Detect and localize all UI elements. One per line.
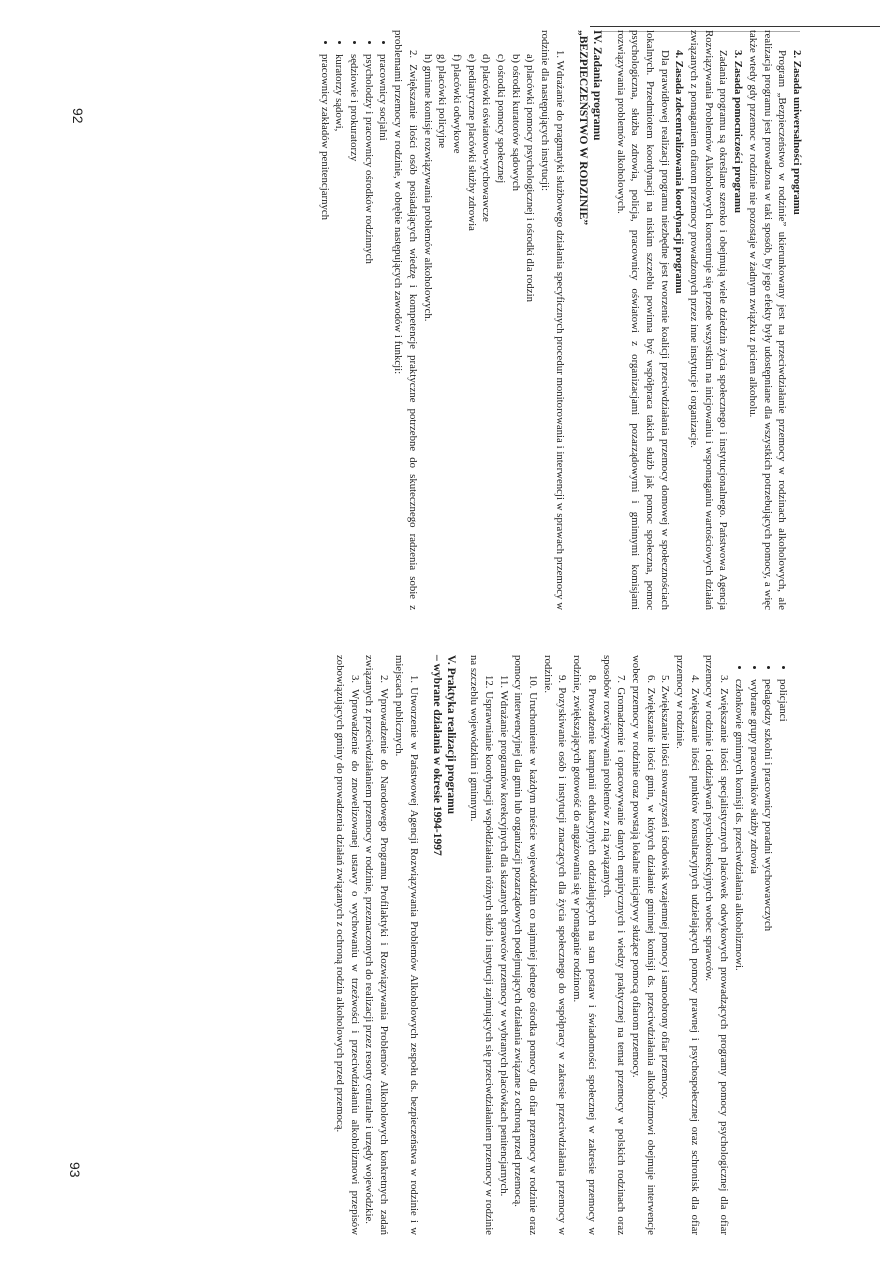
task-paragraph: 8. Prowadzenie kampanii edukacyjnych oddziałujących na stan postaw i świadomości społecznej w zakresie przemocy w rodzinie, zwiększających gotowość do angażowania się w pomaganie rodzinom. [571,655,598,1235]
list-item: c) ośrodki pomocy społecznej [495,54,508,184]
list-item: g) placówki policyjne [436,54,449,149]
task-paragraph: 7. Gromadzenie i opracowywanie danych empirycznych i wiedzy praktycznej na temat przemocy w polskich rodzinach oraz sposobów rozwiązywania problemów z nią związanych. [600,655,628,1235]
chapter-heading-v [430,655,458,1235]
task-paragraph: 3. Zwiększanie ilości specjalistycznych placówek odwykowych prowadzących programy pomocy psychologicznej dla ofiar przemocy w rodzinie i oddziaływań psychokorekcyjnych wobec sprawców. [703,655,731,1235]
page-number-right: 93 [67,1162,83,1178]
task-paragraph: 11. Wdrażanie programów korekcyjnych dla skazanych sprawców przemocy w wybranych placówkach penitencjarnych. [497,675,510,1197]
section-heading-3: 3. Zasada pomocniczości programu [732,50,745,213]
task-1-text: 1. Wdrażanie do pragmatyki służbowego działania specyficznych procedur monitorowania i interwencji w sprawach przemocy w rodzinie dla następujących instytucji: [539,30,566,610]
action-paragraph: 1. Utworzenie w Państwowej Agencji Rozwiązywania Problemów Alkoholowych zespołu ds. bezpieczeństwa w rodzinie i w miejscach publicznych. [392,655,420,1235]
action-paragraph: 2. Wprowadzenie do Narodowego Programu Profilaktyki i Rozwiązywania Problemów Alkoholowych konkretnych zadań związanych z przeciwdziałaniem przemocy w rodzinie, przeznaczonych do realizacji przez resorty centralne i urzędy wojewódzkie. [363,655,391,1235]
task-paragraph: 5. Zwiększanie ilości stowarzyszeń i środowisk wzajemnej pomocy i samoobrony ofiar przemocy. [659,675,672,1100]
professions-list [317,30,391,610]
list-item: h) gminne komisje rozwiązywania problemów alkoholowych. [421,54,434,322]
list-item: • pedagodzy szkolni i pracownicy poradni wychowawczych [761,679,776,1235]
task-paragraph: 6. Zwiększanie ilości gmin, w których działanie gminnej komisji ds. przeciwdziałania alkoholizmowi obejmuje interwencje wobec przemocy w rodzinie oraz powstają lokalne inicjatywy służące pomocą ofiarom przemocy. [629,655,657,1235]
list-item: d) placówki oświatowo-wychowawcze [480,54,493,222]
list-item: e) pediatryczne placówki służby zdrowia [465,54,478,231]
list-item: • policjanci [775,679,790,1235]
list-item: • wybrane grupy pracowników służby zdrowia [746,679,761,1235]
right-page-column [332,655,790,1235]
list-item: • pracownicy zakładów penitencjarnych [317,54,332,610]
header-rule [590,26,880,27]
chapter-subtitle: – wybrane działania w okresie 1994-1997 [430,655,443,856]
task-2-text: 2. Zwiększanie ilości osób posiadających wiedzę i kompetencje praktyczne potrzebne do skutecznego radzenia sobie z problemami przemocy w rodzinie, w obrębie następujących zawodów i funkcji: [392,30,419,610]
section-text-4: Dla prawidłowej realizacji programu niezbędne jest tworzenie koalicji przeciwdziałania przemocy domowej w społecznościach lokalnych. Przedmiotem koordynacji na niskim szczeblu powinna być współpraca takich służb jak pomoc społeczna, pomoc psychologiczna, służba zdrowia, policja, pracownicy oświatowi z organizacjami pozarządowymi i gminnymi komisjami rozwiązywania problemów alkoholowych. [614,30,671,610]
list-item: • kuratorzy sądowi, [332,54,347,610]
section-text-2: Program „Bezpieczeństwo w rodzinie” ukierunkowany jest na przeciwdziałanie przemocy w rodzinach alkoholowych, ale realizacja programu jest prowadzona w taki sposób, by jego efekty były udostępniane dla wszystkich potrzebujących pomocy, a więc także wtedy gdy przemoc w rodzinie nie pozostaje w żadnym związku z piciem alkoholu. [746,30,789,610]
task-paragraph: 9. Pozyskiwanie osób i instytucji znaczących dla życia społecznego do współpracy w zakresie przeciwdziałania przemocy w rodzinie. [541,655,569,1235]
list-item: • pracownicy socjalni [376,54,391,610]
chapter-title: IV. Zadania programu [590,30,603,141]
list-item: • sędziowie i prokuratorzy [346,54,361,610]
professions-list-cont [731,655,790,1235]
list-item: f) placówki odwykowe [450,54,463,154]
page-number-left: 92 [70,108,86,124]
section-heading-4: 4. Zasada zdecentralizowania koordynacji programu [673,50,686,294]
left-page-column [317,30,804,610]
task-paragraph: 10. Uruchomienie w każdym mieście wojewódzkim co najmniej jednego ośrodka pomocy dla ofiar przemocy w rodzinie oraz pomocy interwencyjnej dla gmin lub organizacji pozarządowych podejmujących działania związane z ochroną przed przemocą. [512,655,540,1235]
institutions-list [420,30,538,610]
chapter-title: V. Praktyka realizacji programu [444,655,457,815]
task-paragraph: 4. Zwiększanie ilości punktów konsultacyjnych udzielających pomocy prawnej i psychospołecznej oraz schronisk dla ofiar przemocy w rodzinie. [674,655,701,1235]
action-paragraph: 3. Wprowadzenie do znowelizowanej ustawy o wychowaniu w trzeźwości i przeciwdziałaniu alkoholizmowi przepisów zobowiązujących gminy do prowadzenia działań związanych z ochroną rodzin alkoholowych przed przemocą. [334,655,361,1235]
list-item: a) placówki pomocy psychologicznej i ośrodki dla rodzin [524,54,537,302]
task-paragraph: 12. Usprawnianie koordynacji współdziałania różnych służb i instytucji zajmujących się przeciwdziałaniem przemocy w rodzinie na szczeblu wojewódzkim i gminnym. [468,655,495,1235]
section-heading-2: 2. Zasada uniwersalności programu [791,50,803,215]
chapter-heading-iv [576,30,604,610]
list-item: b) ośrodki kuratorów sądowych [509,54,522,192]
section-text-3: Zadania programu są określane szeroko i obejmują wiele dziedzin życia społecznego i instytucjonalnego. Państwowa Agencja Rozwiązywania Problemów Alkoholowych koncentruje się przede wszystkim na inicjowaniu i wspomaganiu wartościowych działań związanych z pomaganiem ofiarom przemocy prowadzonych przez inne instytucje i organizacje. [688,30,730,610]
list-item: • psycholodzy i pracownicy ośrodków rodzinnych [361,54,376,610]
list-item: • członkowie gminnych komisji ds. przeciwdziałania alkoholizmowi. [731,679,746,1235]
chapter-subtitle: „BEZPIECZEŃSTWO W RODZINIE” [576,30,589,226]
